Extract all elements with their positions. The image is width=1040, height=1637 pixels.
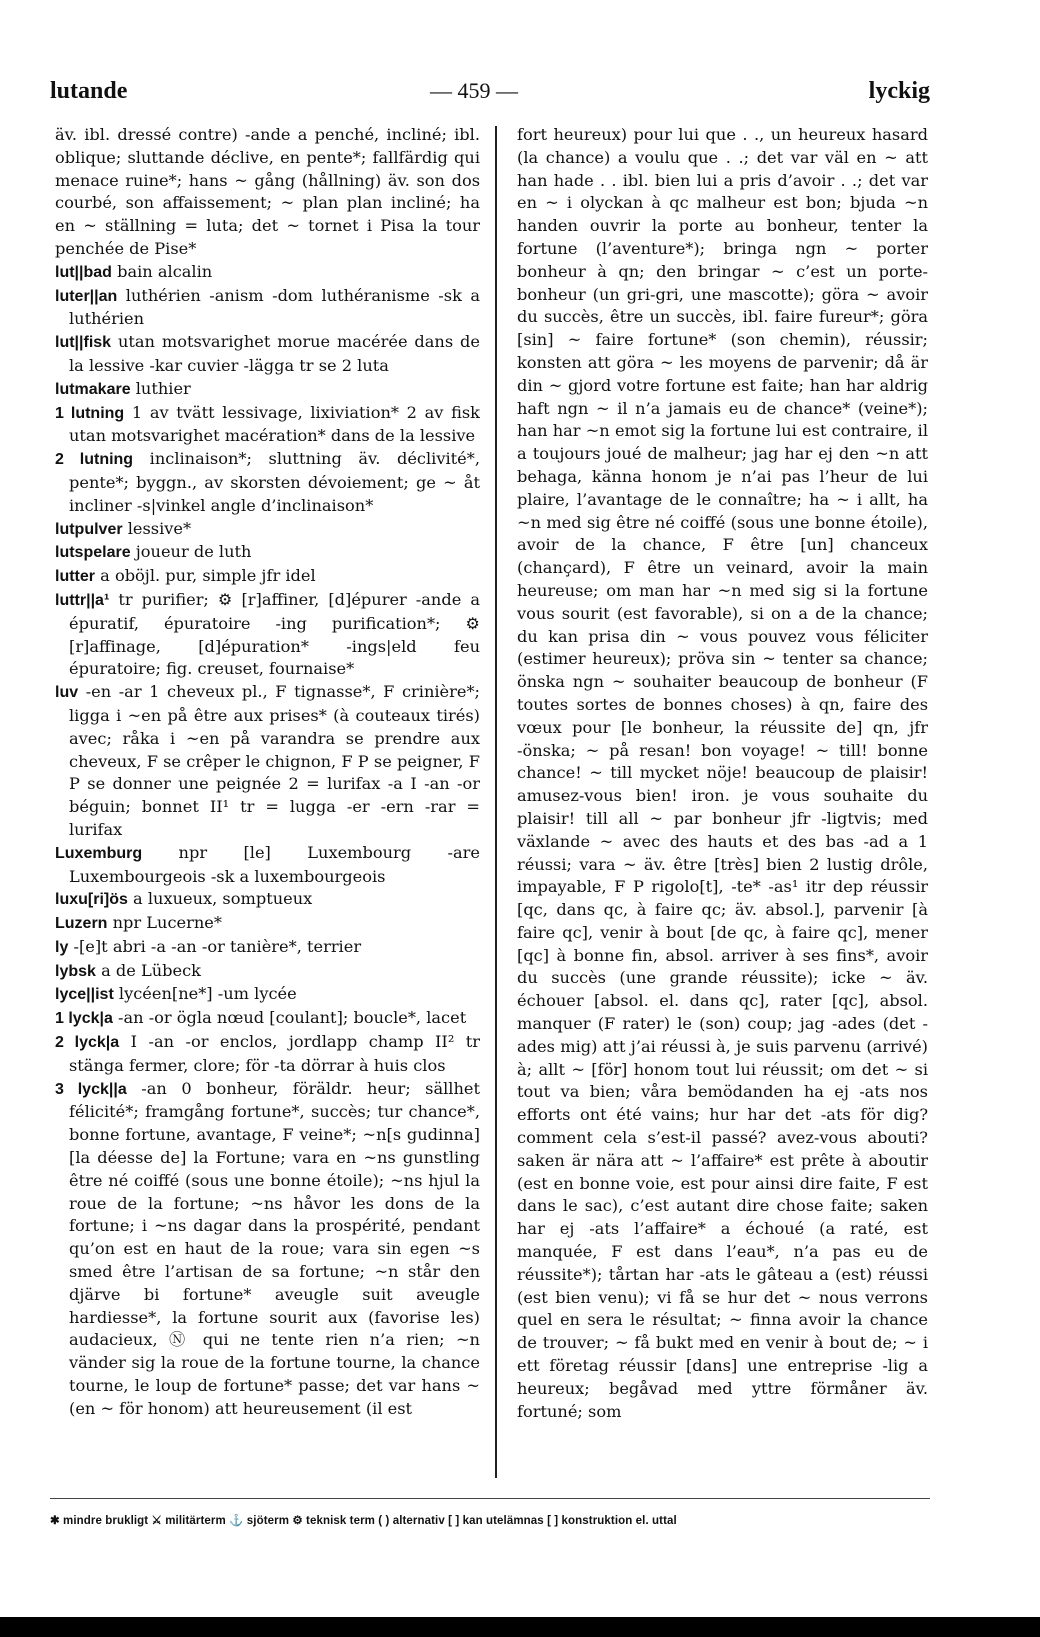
entry-headword: 2 lutning xyxy=(55,451,134,469)
entry-definition: -en -ar 1 cheveux pl., F tignasse*, F crinière*; ligga i ~en på être aux prises* (à couteaux tirés) avec; råka i ~en på varandra se prendre aux cheveux, F se crêper le chignon, F P se peigner, F P se donner une peignée 2 = lurifax -a I -an -or béguin; bonnet II¹ tr = lugga -er -ern -rar = lurifax xyxy=(69,682,480,839)
dictionary-entry xyxy=(55,1031,480,1078)
dictionary-entry xyxy=(55,565,480,589)
dictionary-entry xyxy=(55,589,480,681)
entry-headword: 3 lyck||a xyxy=(55,1080,127,1098)
dictionary-entry xyxy=(55,960,480,984)
entry-headword: 2 lyck|a xyxy=(55,1034,120,1052)
entry-headword: lut||bad xyxy=(55,263,112,281)
entry-definition: luthérien -anism -dom luthéranisme -sk a luthérien xyxy=(69,285,480,329)
entry-definition: I -an -or enclos, jordlapp champ II² tr stänga fermer, clore; för -ta dörrar à huis clos xyxy=(69,1032,481,1075)
left-column xyxy=(55,124,480,1421)
entry-headword: Luzern xyxy=(55,915,108,933)
entry-definition: lessive* xyxy=(127,518,192,538)
entry-definition: bain alcalin xyxy=(117,261,213,281)
dictionary-entry xyxy=(55,378,480,402)
entry-headword: ly xyxy=(55,938,69,956)
right-column-text: fort heureux) pour lui que . ., un heureux hasard (la chance) a voulu que . .; det var väl en ~ att han hade . . ibl. bien lui a pris d’avoir . .; det var en ~ i olyckan à qc malheur est bon; bjuda ~n handen ouvrir la porte au bonheur, tenter la fortune (l’aventure*); bringa ngn ~ porter bonheur à qn; den bringar ~ c’est un porte-bonheur (un gri-gri, une mascotte); göra ~ avoir du succès, être un succès, ibl. faire fureur*; göra [sin] ~ faire fortune* (son chemin), réussir; konsten att göra ~ les moyens de parvenir; då är din ~ gjord votre fortune est faite; han har aldrig haft ngn ~ il n’a jamais eu de chance* (veine*); han har ~n emot sig la fortune lui est contraire, il a toujours joué de malheur; jag har ej den ~n att behaga, känna honom je n’ai pas l’heur de lui plaire, l’avantage de le connaître; ha ~ i allt, ha ~n med sig être né coiffé (sous une bonne étoile), avoir de la chance, F être [un] chanceux (chançard), F être un veinard, avoir la main heureuse; om man har ~n med sig si la fortune vous sourit (est favorable), si on a de la chance; du kan prisa din ~ vous pouvez vous féliciter (estimer heureux); pröva sin ~ tenter sa chance; önska ngn ~ souhaiter beaucoup de bonheur (F toutes sortes de bonnes choses) à qn, faire des vœux pour [le bonheur, la réussite de] qn, jfr -önska; ~ på resan! bon voyage! ~ till! bonne chance! ~ till mycket nöje! beaucoup de plaisir! amusez-vous bien! iron. je vous souhaite du plaisir! till all ~ par bonheur jfr -ligtvis; med växlande ~ avec des hauts et des bas -ad a 1 réussi; vara ~ äv. être [très] bien 2 lustig drôle, impayable, F P rigolo[t], -te* -as¹ itr dep réussir [qc, dans qc, à faire qc; äv. absol.], parvenir [à faire qc], venir à bout [de qc, à faire qc], mener [qc] à bonne fin, absol. arriver à ses fins*, avoir du succès (une grande réussite); icke ~ äv. échouer [absol. el. dans qc], rater [qc], absol. manquer (F rater) le (son) coup; jag -ades (det -ades mig) att j’ai réussi à, je suis parvenu (arrivé) à; allt ~ [för] honom tout lui réussit; om det ~ si tout va bien; våra bemödanden ha ej -ats nos efforts ont été vains; hur har det -ats för dig? comment cela s’est-il passé? avez-vous abouti? saken är nära att ~ l’affaire* est prête à aboutir (est en bonne voie, est pour ainsi dire faite, F est dans le sac), c’est autant dire chose faite; saken har ej -ats l’affaire* a échoué (a raté, est manquée, F est dans l’eau*, n’a pas eu de réussite*); tårtan har -ats le gâteau a (est) réussi (est bien venu); vi få se hur det ~ nous verrons quel en sera le résultat; ~ finna avoir la chance de trouver; ~ få bukt med en venir à bout de; ~ i ett företag réussir [dans] une entreprise -lig a heureux; begåvad med yttre förmåner äv. fortuné; som xyxy=(517,125,928,1421)
entry-headword: lutter xyxy=(55,568,95,586)
header-right-guideword: lyckig xyxy=(868,78,930,104)
entry-definition: -an -or ögla nœud [coulant]; boucle*, lacet xyxy=(118,1008,467,1028)
dictionary-entry xyxy=(55,541,480,565)
entry-definition: tr purifier; ⚙ [r]affiner, [d]épurer -ande a épuratif, épuratoire -ing purification*; ⚙ [r]affinage, [d]épuration* -ings|eld feu épuratoire; fig. creuset, fournaise* xyxy=(69,589,480,679)
dictionary-entry xyxy=(55,842,480,889)
footer-legend: ✱ mindre brukligt ⚔ militärterm ⚓ sjöterm ⚙ teknisk term ( ) alternativ [ ] kan utelämnas [ ] konstruktion el. uttal xyxy=(50,1515,677,1527)
dictionary-entry xyxy=(55,1007,480,1031)
column-divider xyxy=(495,126,497,1478)
entry-definition: luthier xyxy=(135,378,191,398)
scan-border xyxy=(0,1617,1040,1637)
entry-definition: npr Lucerne* xyxy=(112,913,222,933)
dictionary-entry xyxy=(55,124,480,261)
entry-headword: lutspelare xyxy=(55,544,131,562)
dictionary-entry xyxy=(55,1078,480,1421)
page-number: — 459 — xyxy=(430,78,518,103)
entry-definition: joueur de luth xyxy=(135,542,252,562)
entry-definition: utan motsvarighet morue macérée dans de la lessive -kar cuvier -lägga tr se 2 luta xyxy=(69,332,480,375)
dictionary-entry xyxy=(55,936,480,960)
page-header xyxy=(50,72,930,112)
entry-headword: luxu[ri]ös xyxy=(55,891,128,909)
dictionary-entry xyxy=(55,402,480,449)
entry-definition: a luxueux, somptueux xyxy=(133,889,313,909)
entry-definition: -[e]t abri -a -an -or tanière*, terrier xyxy=(73,936,362,956)
dictionary-entry xyxy=(55,888,480,912)
dictionary-entry xyxy=(55,448,480,517)
entry-headword: lutmakare xyxy=(55,380,131,398)
entry-headword: 1 lutning xyxy=(55,404,125,422)
entry-headword: lyce||ist xyxy=(55,986,114,1004)
entry-headword: lut||fisk xyxy=(55,334,112,352)
entry-definition: inclinaison*; sluttning äv. déclivité*, pente*; byggn., av skorsten dévoiement; ge ~ åt incliner -s|vinkel angle d’inclinaison* xyxy=(69,449,480,515)
dictionary-entry xyxy=(55,331,480,378)
entry-definition: a oböjl. pur, simple jfr idel xyxy=(100,566,316,586)
entry-headword: lutpulver xyxy=(55,520,123,538)
footer-divider xyxy=(50,1498,930,1499)
right-column xyxy=(517,124,928,1423)
dictionary-entry xyxy=(55,681,480,842)
dictionary-entry xyxy=(55,983,480,1007)
header-left-guideword: lutande xyxy=(50,78,128,104)
entry-definition: a de Lübeck xyxy=(101,960,201,980)
entry-definition: -an 0 bonheur, föräldr. heur; sällhet félicité*; framgång fortune*, succès; tur chance*, bonne fortune, avantage, F veine*; ~n[s gudinna] [la déesse de] la Fortune; vara en ~ns gunstling être né coiffé (sous une bonne étoile); ~ns hjul la roue de la fortune; ~ns håvor les dons de la fortune; i ~ns dagar dans la prospérité, pendant qu’on est en haut de la roue; vara sin egen ~s smed être l’artisan de sa fortune; ~n står den djärve bi fortune* aveugle suit aveugle hardiesse*, la fortune sourit aux (favorise les) audacieux, Ⓝ qui ne tente rien n’a rien; ~n vänder sig la roue de la fortune tourne, la chance tourne, le loup de fortune* passe; det var hans ~ (en ~ för honom) att heureusement (il est xyxy=(69,1078,480,1418)
entry-definition: npr [le] Luxembourg -are Luxembourgeois -sk a luxembourgeois xyxy=(69,842,480,886)
entry-headword: 1 lyck|a xyxy=(55,1010,113,1028)
dictionary-entry xyxy=(55,285,480,332)
entry-headword: luttr||a¹ xyxy=(55,591,110,609)
entry-headword: luv xyxy=(55,684,79,702)
entry-definition: äv. ibl. dressé contre) -ande a penché, incliné; ibl. oblique; sluttande déclive, en pente*; fallfärdig qui menace ruine*; hans ~ gång (hållning) äv. son dos courbé, son affaissement; ~ plan plan incliné; ha en ~ ställning = luta; det ~ tornet i Pisa la tour penchée de Pise* xyxy=(55,125,480,258)
entry-definition: 1 av tvätt lessivage, lixiviation* 2 av fisk utan motsvarighet macération* dans de la lessive xyxy=(69,402,480,446)
dictionary-entry xyxy=(55,518,480,542)
entry-headword: lybsk xyxy=(55,962,96,980)
entry-headword: luter||an xyxy=(55,287,118,305)
dictionary-entry xyxy=(55,912,480,936)
entry-headword: Luxemburg xyxy=(55,844,143,862)
entry-definition: lycéen[ne*] -um lycée xyxy=(118,984,297,1004)
dictionary-entry xyxy=(55,261,480,285)
